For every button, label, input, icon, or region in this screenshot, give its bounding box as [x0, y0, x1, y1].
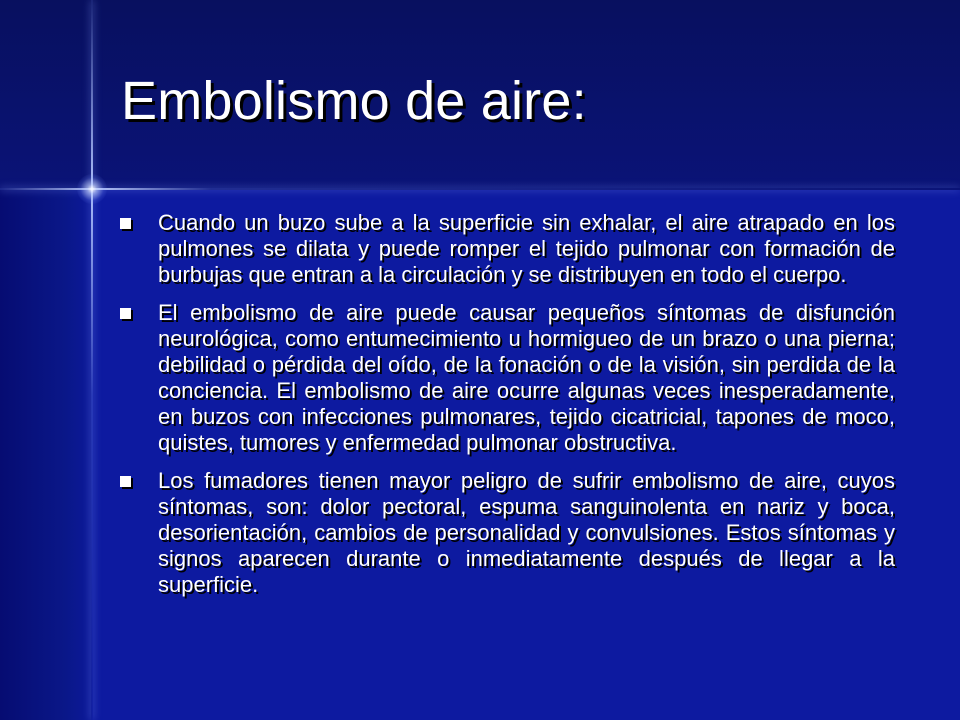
square-bullet-icon: [120, 476, 131, 487]
bullet-text-3: Los fumadores tienen mayor peligro de sufrir embolismo de aire, cuyos síntomas, son: dolor pectoral, espuma sanguinolenta en nariz y boca, desorientación, cambios de personalidad y convulsiones. Estos síntomas y signos aparecen durante o inmediatamente después de llegar a la superficie.: [158, 468, 895, 597]
sparkle-cross-icon: [77, 174, 107, 204]
bullet-item-1: [120, 210, 895, 288]
sparkle-vertical-line-icon: [91, 0, 93, 720]
square-bullet-icon: [120, 308, 131, 319]
bullet-text-1: Cuando un buzo sube a la superficie sin exhalar, el aire atrapado en los pulmones se dilata y puede romper el tejido pulmonar con formación de burbujas que entran a la circulación y se distribuyen en todo el cuerpo.: [158, 210, 895, 287]
bullet-list: [120, 210, 895, 610]
bullet-text-2: El embolismo de aire puede causar pequeños síntomas de disfunción neurológica, como entumecimiento u hormigueo de un brazo o una pierna; debilidad o pérdida del oído, de la fonación o de la visión, sin perdida de la conciencia. El embolismo de aire ocurre algunas veces inesperadamente, en buzos con infecciones pulmonares, tejido cicatricial, tapones de moco, quistes, tumores y enfermedad pulmonar obstructiva.: [158, 300, 895, 455]
square-bullet-icon: [120, 218, 131, 229]
bullet-item-3: [120, 468, 895, 598]
bullet-item-2: [120, 300, 895, 456]
sparkle-horizontal-line-icon: [0, 188, 960, 190]
slide-title: Embolismo de aire:: [121, 71, 587, 131]
